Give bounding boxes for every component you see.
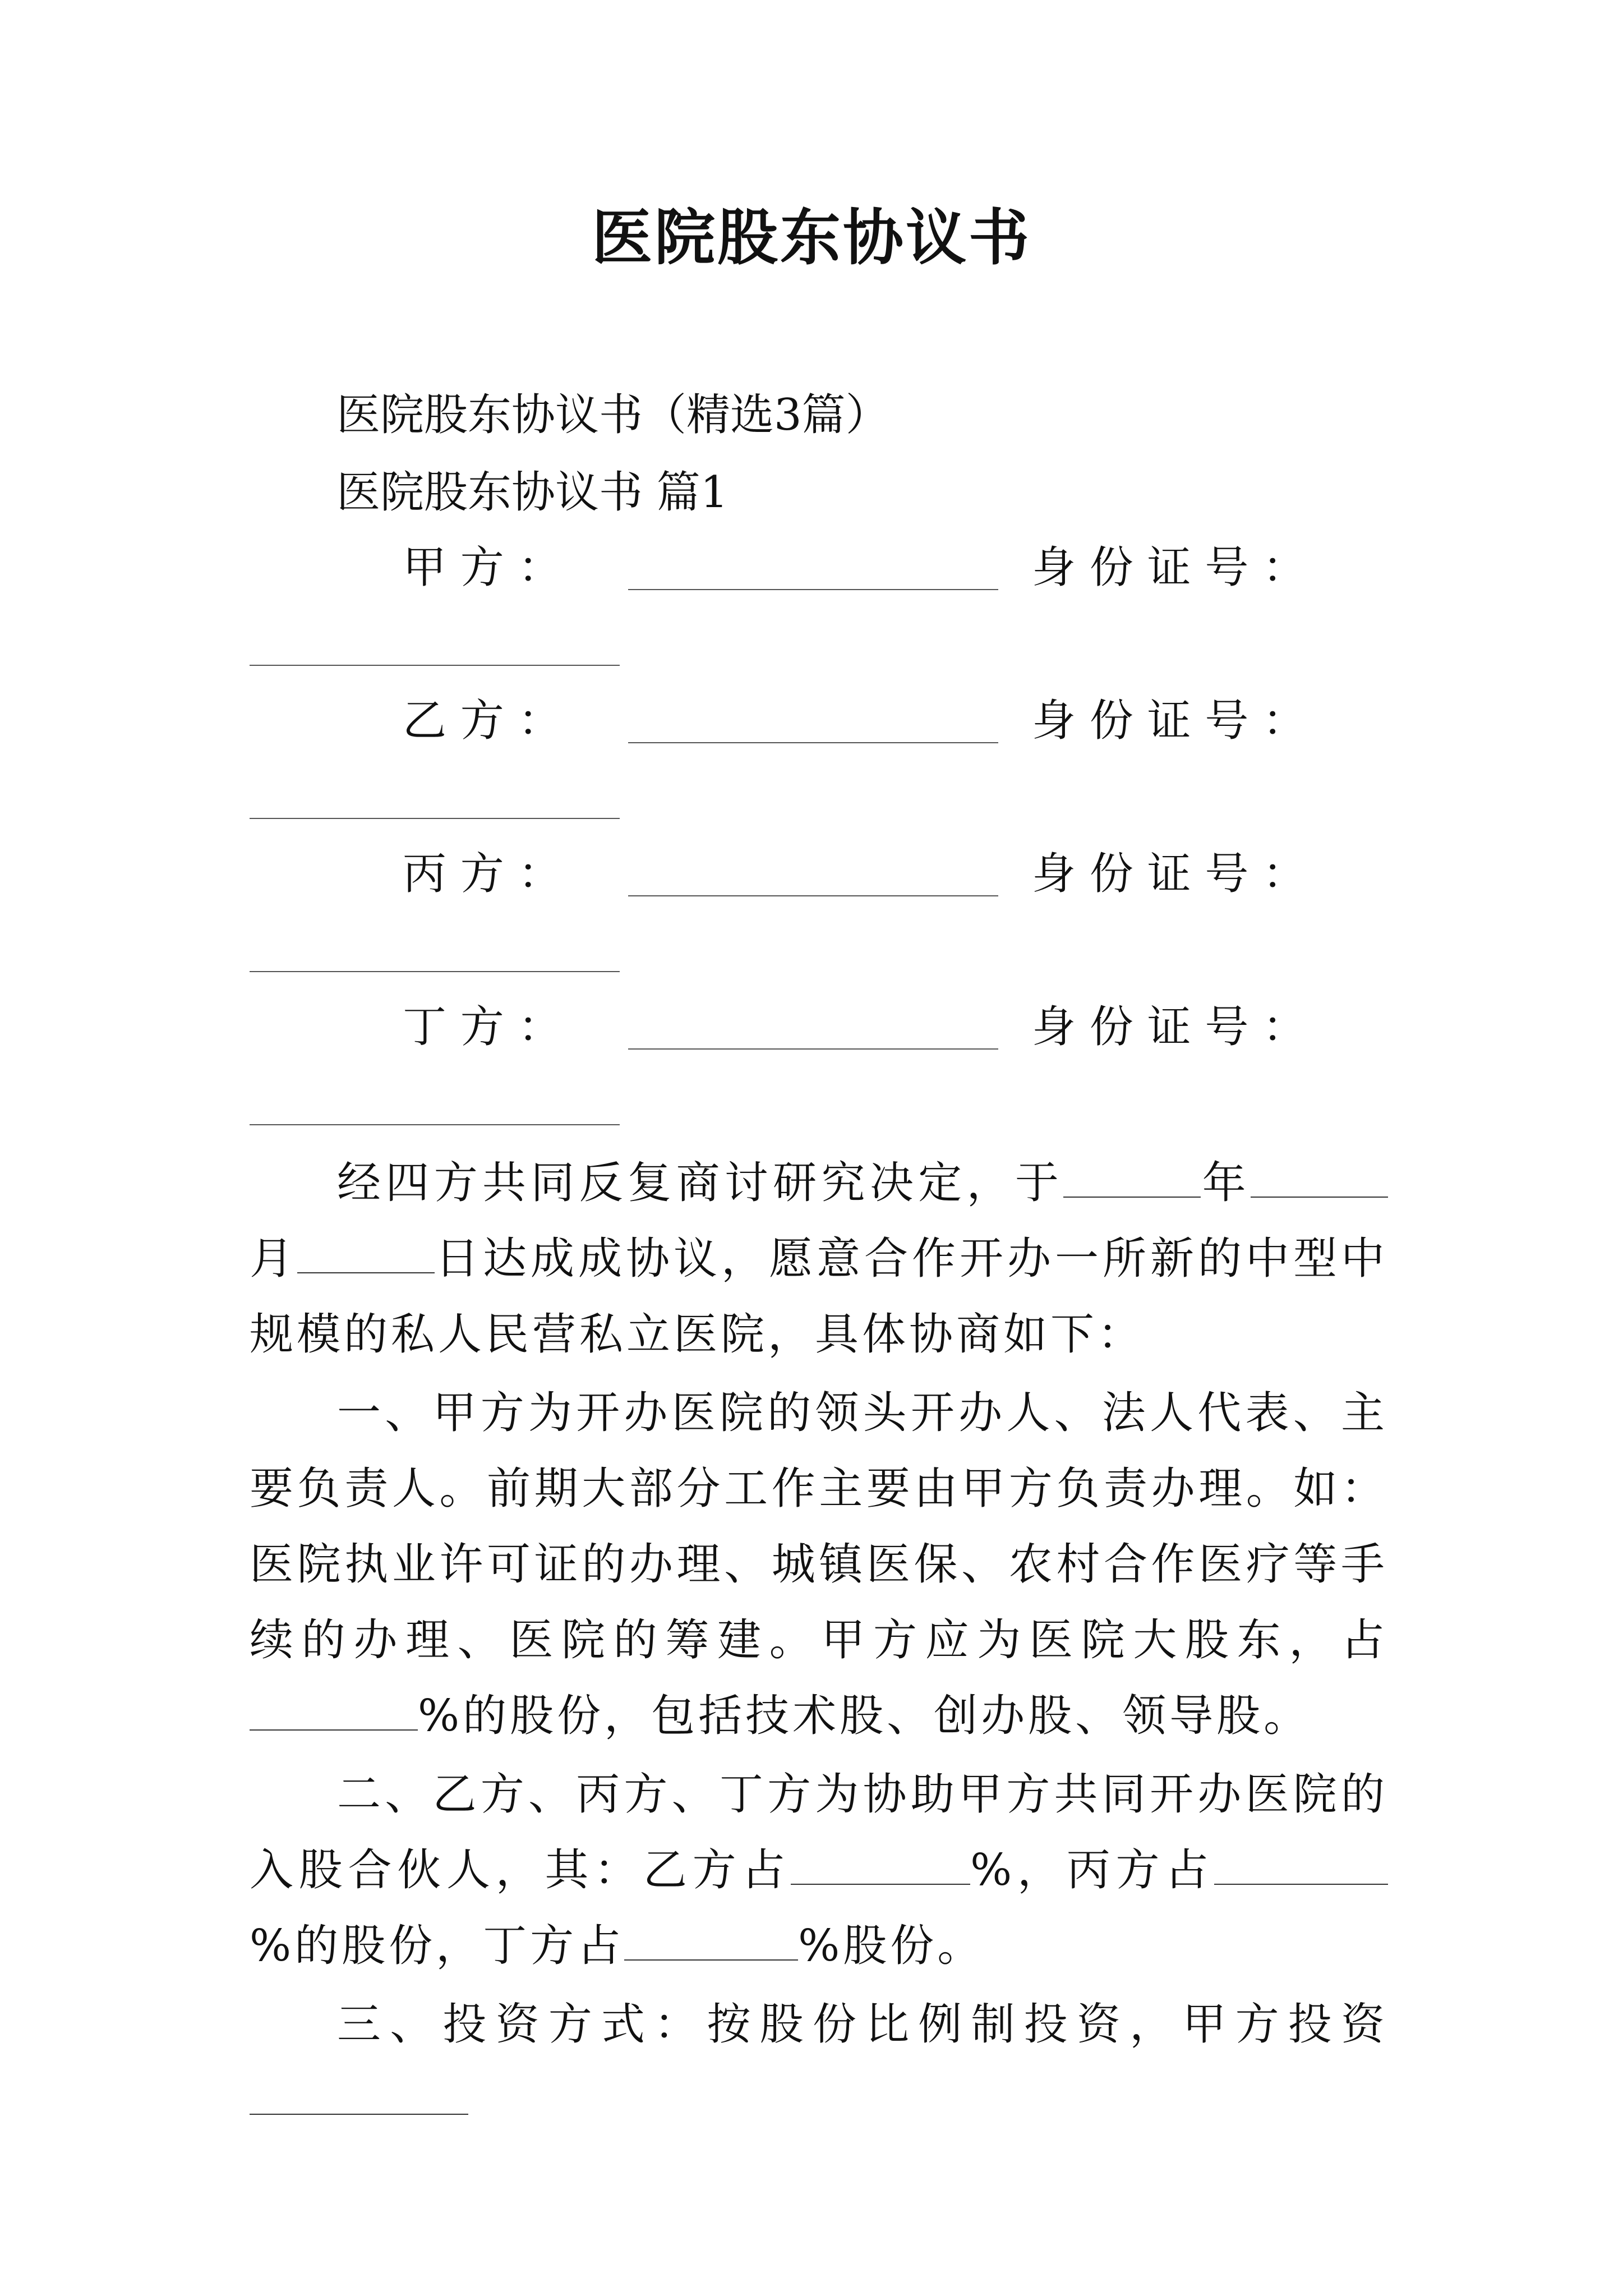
party-a-share-blank[interactable] bbox=[250, 1690, 418, 1731]
party-c-name-blank[interactable] bbox=[628, 895, 998, 896]
clause-2-text-4: %股份。 bbox=[798, 1921, 985, 1971]
party-c-share-blank[interactable] bbox=[1214, 1844, 1388, 1885]
paragraph-clause-2 bbox=[250, 1757, 1388, 1984]
date-year-blank[interactable] bbox=[1063, 1157, 1201, 1198]
paragraph-clause-1 bbox=[250, 1375, 1388, 1754]
party-c-id-label: 身 份 证 号 ： bbox=[1032, 849, 1307, 899]
paragraph-intro bbox=[250, 1145, 1388, 1373]
party-b-label: 乙 方 ： bbox=[403, 696, 562, 746]
party-c-label: 丙 方 ： bbox=[403, 849, 562, 899]
clause-1-text-1: 一、甲方为开办医院的领头开办人、法人代表、主要负责人。前期大部分工作主要由甲方负责办理。如：医院执业许可证的办理、城镇医保、农村合作医疗等手续的办理、医院的筹建。甲方应为医院大股东，占 bbox=[250, 1388, 1388, 1665]
party-d-id-label: 身 份 证 号 ： bbox=[1032, 1002, 1307, 1052]
party-d-share-blank[interactable] bbox=[624, 1920, 798, 1961]
party-a-label: 甲 方 ： bbox=[403, 542, 562, 593]
party-a-id-label: 身 份 证 号 ： bbox=[1032, 542, 1307, 593]
party-d-label: 丁 方 ： bbox=[403, 1002, 562, 1052]
party-b-name-blank[interactable] bbox=[628, 742, 998, 743]
party-a-name-blank[interactable] bbox=[628, 589, 998, 590]
party-d-name-blank[interactable] bbox=[628, 1048, 998, 1050]
document-title: 医院股东协议书 bbox=[591, 203, 1031, 273]
paragraph-clause-3 bbox=[250, 1987, 1388, 2138]
intro-text-1: 经四方共同反复商讨研究决定，于 bbox=[337, 1158, 1064, 1208]
section-heading: 医院股东协议书 篇1 bbox=[336, 467, 728, 518]
clause-2-text-3: %的股份，丁方占 bbox=[250, 1921, 625, 1971]
date-day-blank[interactable] bbox=[297, 1233, 435, 1273]
party-b-id-label: 身 份 证 号 ： bbox=[1032, 696, 1307, 746]
intro-month-label: 月 bbox=[250, 1234, 297, 1284]
party-b-share-blank[interactable] bbox=[791, 1844, 970, 1885]
party-c-id-blank[interactable] bbox=[250, 971, 620, 972]
date-month-blank[interactable] bbox=[1251, 1157, 1388, 1198]
party-b-id-blank[interactable] bbox=[250, 818, 620, 819]
intro-text-2: 日达成成协议，愿意合作开办一所新的中型中规模的私人民营私立医院，具体协商如下： bbox=[250, 1234, 1388, 1360]
clause-3-text-1: 三、投资方式：按股份比例制投资，甲方投资 bbox=[337, 1999, 1388, 2050]
party-a-id-blank[interactable] bbox=[250, 665, 620, 666]
clause-1-text-2: %的股份，包括技术股、创办股、领导股。 bbox=[418, 1691, 1311, 1741]
clause-2-text-1: 二、乙方、丙方、丁方为协助甲方共同开办医院的入股合伙人，其：乙方占 bbox=[250, 1769, 1388, 1895]
party-a-investment-blank[interactable] bbox=[250, 2074, 468, 2115]
clause-2-text-2: %，丙方占 bbox=[970, 1845, 1214, 1895]
document-subtitle: 医院股东协议书（精选3篇） bbox=[336, 390, 889, 440]
party-d-id-blank[interactable] bbox=[250, 1124, 620, 1125]
intro-year-label: 年 bbox=[1201, 1158, 1251, 1208]
